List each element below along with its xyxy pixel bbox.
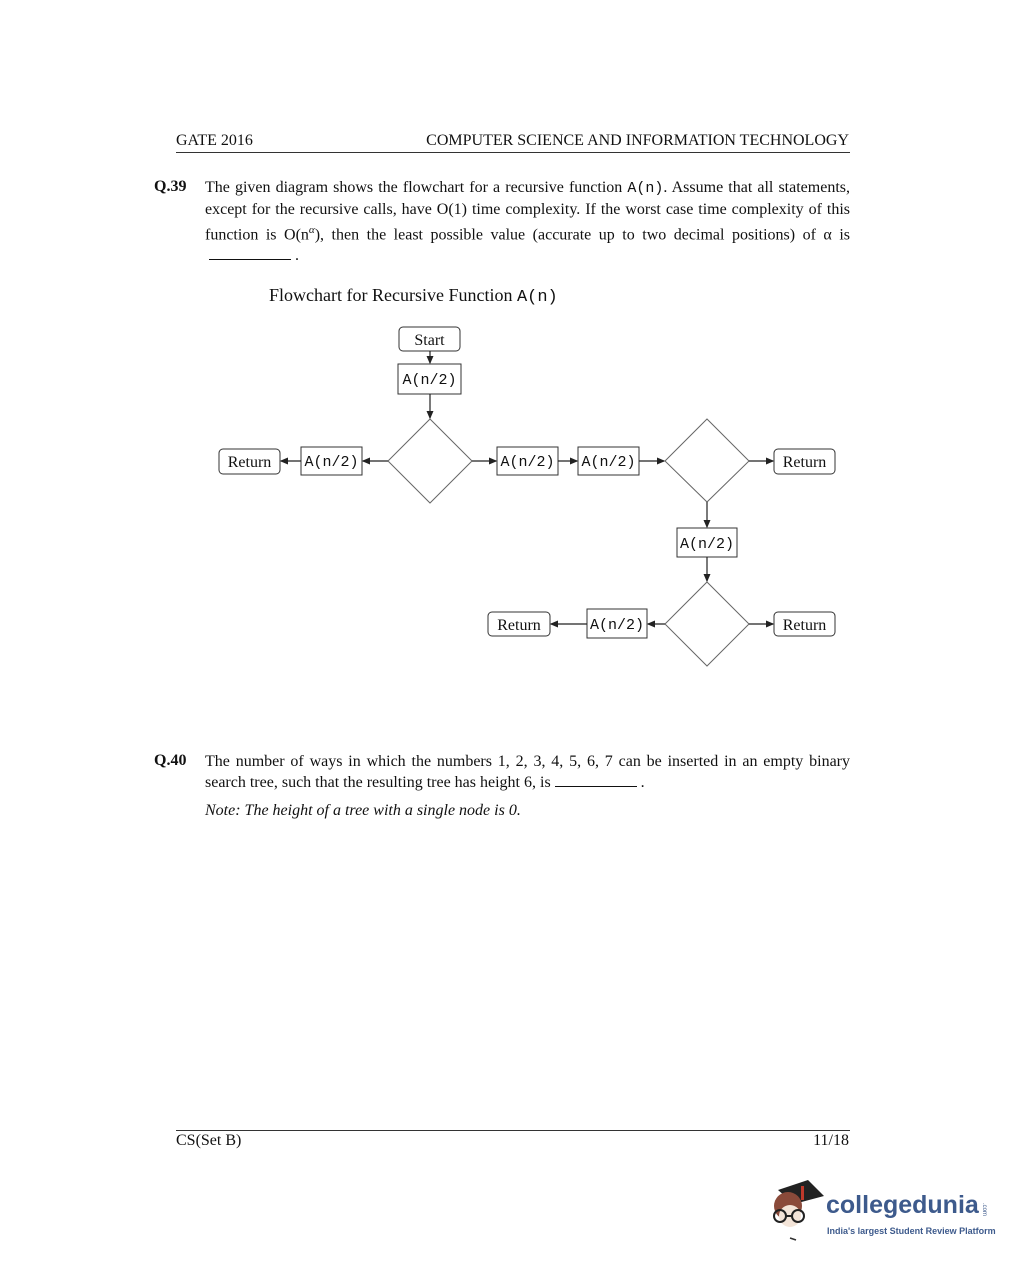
q39-end: . <box>295 247 299 265</box>
q39-number: Q.39 <box>154 178 187 195</box>
q39-text-1: The given diagram shows the flowchart for a recursive function <box>205 179 628 196</box>
q40-number: Q.40 <box>154 752 187 769</box>
logo-name: collegedunia <box>826 1191 979 1219</box>
header-subject: COMPUTER SCIENCE AND INFORMATION TECHNOLOGY <box>426 132 849 149</box>
q40-block <box>205 751 850 821</box>
q40-answer-blank <box>555 774 637 787</box>
flowchart-title-func: A(n) <box>516 288 558 307</box>
start-label: Start <box>414 332 445 349</box>
logo-tagline: India's largest Student Review Platform <box>827 1226 996 1236</box>
q40-end: . <box>640 774 645 791</box>
return-label: Return <box>227 454 272 471</box>
footer-set: CS(Set B) <box>176 1132 242 1149</box>
footer-page: 11/18 <box>813 1132 849 1149</box>
call-label: A(n/2) <box>581 454 636 471</box>
mascot-icon <box>766 1176 826 1246</box>
call-label: A(n/2) <box>589 617 645 634</box>
header-exam: GATE 2016 <box>176 132 253 149</box>
q39-func: A(n) <box>627 180 664 197</box>
q39-text-3: ), then the least possible value (accurate up to two decimal positions) of α is <box>314 226 851 244</box>
call-label: A(n/2) <box>500 454 555 471</box>
call-label: A(n/2) <box>402 372 457 389</box>
decision-diamond-2 <box>665 419 749 502</box>
decision-diamond-1 <box>388 419 472 503</box>
logo-wordmark <box>826 1190 987 1220</box>
logo-suffix: .com <box>980 1202 987 1216</box>
q40-text <box>205 751 850 793</box>
q40-note: Note: The height of a tree with a single node is 0. <box>205 802 521 819</box>
q39-text-2: . Assume that all statements, except for the recursive calls, have O(1) time complexity. If the worst case time complexity of this function is O(n <box>205 179 850 244</box>
call-label: A(n/2) <box>679 536 735 553</box>
collegedunia-logo <box>766 1176 1021 1246</box>
return-label: Return <box>782 454 827 471</box>
footer-rule <box>176 1130 850 1131</box>
return-label: Return <box>497 617 541 634</box>
return-label: Return <box>782 617 827 634</box>
flowchart-title-text: Flowchart for Recursive Function <box>269 285 517 305</box>
call-label: A(n/2) <box>304 454 359 471</box>
q40-text-body: The number of ways in which the numbers 1, 2, 3, 4, 5, 6, 7 can be inserted in an empty binary search tree, such that the resulting tree has height 6, is <box>205 753 850 791</box>
q39-alpha: α <box>308 224 315 236</box>
decision-diamond-3 <box>665 582 749 666</box>
